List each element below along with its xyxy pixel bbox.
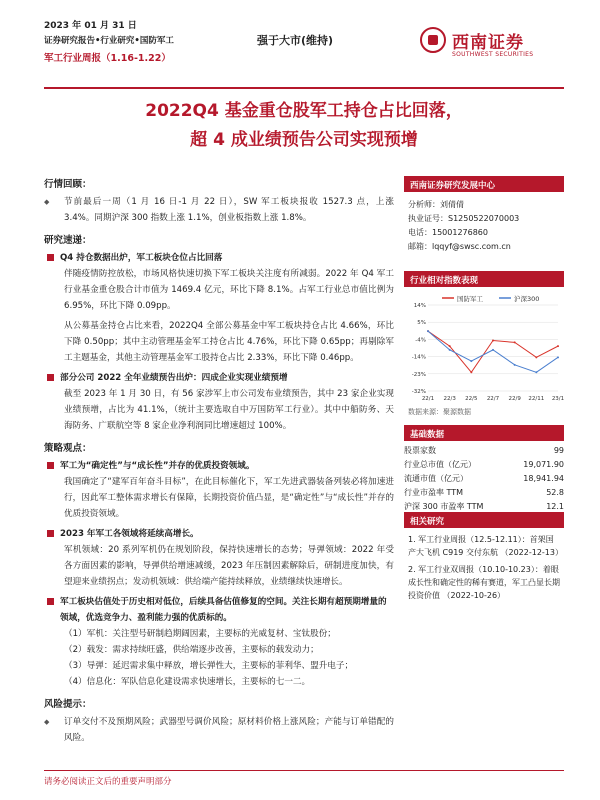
- q4-paragraph-1: 伴随疫情防控放松，市场风格快速切换下军工板块关注度有所减弱。2022 年 Q4 军工行业基金重仓股合计市值为 1469.4 亿元，环比下降 8.1%。占军工行业总市值比例为 6.95%，环比下降 0.09pp。: [64, 269, 394, 311]
- base-data-key: 行业市盈率 TTM: [404, 488, 464, 497]
- team-heading: 西南证券研究发展中心: [404, 176, 564, 192]
- base-heading: 基础数据: [404, 425, 564, 441]
- strategy-1-heading: 军工为“确定性”与“成长性”并存的优质投资领域。: [44, 458, 394, 474]
- base-data-value: 12.1: [546, 502, 564, 511]
- base-data-key: 行业总市值（亿元）: [404, 460, 476, 469]
- related-panel: [404, 512, 564, 602]
- forecast-heading: 部分公司 2022 全年业绩预告出炉：四成企业实现业绩预增: [44, 370, 394, 386]
- x-tick-label: 22/9: [508, 396, 521, 402]
- related-item[interactable]: 1. 军工行业周报（12.5-12.11）：首架国产大飞机 C919 交付东航 （2022-12-13）: [408, 535, 563, 557]
- base-data-key: 沪深 300 市盈率 TTM: [404, 502, 484, 511]
- data-point: [449, 345, 451, 347]
- data-point: [470, 360, 472, 362]
- main-content: [44, 176, 394, 746]
- company-logo: [420, 24, 560, 70]
- y-tick-label: 5%: [417, 320, 426, 327]
- report-week: 军工行业周报（1.16-1.22）: [44, 53, 171, 64]
- base-data-key: 股票家数: [404, 446, 436, 455]
- x-axis: [422, 396, 564, 402]
- x-tick-label: 22/11: [528, 396, 545, 402]
- data-point: [514, 364, 516, 366]
- base-data-value: 99: [553, 446, 564, 455]
- q4-paragraph-2: 从公募基金持仓占比来看，2022Q4 全部公募基金中军工板块持仓占比 4.66%，环比下降 0.50pp；其中主动管理基金军工持仓占比 4.76%，环比下降 0.65pp；再剔除军工主题基金，其他主动管理基金军工股持仓占比 2.33%，环比下降 0.46pp。: [64, 321, 394, 363]
- review-text: ◆ 节前最后一周（1 月 16 日-1 月 22 日），SW 军工板块报收 1527.3 点，上涨 3.4%。同期沪深 300 指数上涨 1.1%，创业板指数上涨 1.8%。: [44, 194, 394, 226]
- rating: 强于大市(维持): [257, 34, 334, 47]
- data-point: [535, 371, 537, 373]
- related-item[interactable]: 2. 军工行业双周报（10.10-10.23）：着眼成长性和确定性的稀有赛道，军工凸显长期投资价值 （2022-10-26）: [408, 565, 560, 600]
- x-tick-label: 22/1: [421, 396, 435, 402]
- series-group: [427, 330, 559, 373]
- forecast-text: 截至 2023 年 1 月 30 日，有 56 家涉军上市公司发布业绩预告，其中 23 家企业实现业绩预增，占比为 41.1%，（统计主要选取自中万国防军工行业）。其中中船防务、天海防务、广联航空等 8 家企业净利润同比增速超过 100%。: [64, 389, 394, 431]
- base-data-panel: [404, 425, 564, 514]
- strategy-heading: 策略观点：: [44, 443, 92, 454]
- y-axis: [412, 303, 558, 395]
- strategy-2-heading: 2023 年军工各领域将延续高增长。: [44, 526, 394, 542]
- y-tick-label: -23%: [411, 371, 426, 378]
- legend-label-defense: 国防军工: [457, 295, 483, 303]
- logo-text-en: SOUTHWEST SECURITIES: [452, 51, 534, 58]
- x-tick-label: 22/3: [443, 396, 456, 402]
- data-point: [427, 330, 429, 332]
- analyst-phone: 电话：15001276860: [408, 228, 488, 237]
- data-point: [535, 356, 537, 358]
- legend-label-hs300: 沪深300: [514, 295, 540, 303]
- data-source: 数据来源：聚源数据: [408, 408, 471, 416]
- data-point: [492, 340, 494, 342]
- y-tick-label: -4%: [415, 337, 426, 344]
- performance-chart: [404, 289, 564, 407]
- y-tick-label: -14%: [411, 354, 426, 361]
- risk-text: ◆ 订单交付不及预期风险；武器型号调价风险；原材料价格上涨风险；产能与订单错配的风险。: [44, 714, 394, 746]
- analyst-name: 分析师：刘倩倩: [408, 200, 464, 209]
- logo-text-cn: 西南证券: [452, 33, 524, 53]
- performance-panel: [404, 271, 564, 417]
- base-data-row: [404, 444, 564, 458]
- stock-item: （3）导弹：延迟需求集中释放，增长弹性大，主要标的菲利华、盟升电子；: [64, 661, 354, 671]
- data-point: [449, 349, 451, 351]
- report-date: 2023 年 01 月 31 日: [44, 21, 137, 31]
- footer-note: 请务必阅读正文后的重要声明部分: [44, 770, 564, 787]
- stock-item: （1）军机：关注型号研制趋期阔因素，主要标的光威复材、宝钛股份；: [64, 629, 336, 639]
- series-line-1: [428, 331, 558, 372]
- y-tick-label: 14%: [413, 303, 426, 309]
- base-data-row: [404, 486, 564, 500]
- perf-heading: 行业相对指数表现: [404, 271, 564, 287]
- q4-heading: Q4 持仓数据出炉，军工板块仓位占比回落: [44, 250, 394, 266]
- base-data-table: [404, 444, 564, 514]
- strategy-1-text: 我国确定了“建军百年奋斗目标”，在此目标催化下，军工先进武器装备列装必将加速进行，因此军工整体需求增长有保障，长期投资价值凸显，是“确定性”与“成长性”并存的优质投资领域。: [64, 477, 394, 519]
- x-tick-label: 23/1: [551, 396, 564, 402]
- title-line-2: 超 4 成业绩预告公司实现预增: [190, 130, 418, 150]
- related-heading: 相关研究: [404, 512, 564, 528]
- data-point: [557, 345, 559, 347]
- logo-mark-icon: [420, 27, 446, 53]
- chart-legend: [442, 294, 539, 303]
- base-data-row: [404, 458, 564, 472]
- data-point: [557, 356, 559, 358]
- stock-item: （2）载发：需求持续旺盛，供给端逐步改善，主要标的载发动力；: [64, 645, 319, 655]
- base-data-key: 流通市值（亿元）: [404, 474, 468, 483]
- strategy-2-text: 军机领域：20 系列军机仍在规划阶段，保持快速增长的态势；导弹领域：2022 年受各方面因素的影响，导弹供给增速减缓，2023 年压制因素解除后，研制进度加快，有望迎来业绩拐点；发动机领域：供给端产能持续释放，业绩继续快速增长。: [64, 545, 394, 587]
- data-point: [470, 371, 472, 373]
- base-data-value: 18,941.94: [523, 474, 564, 483]
- analyst-license: 执业证号：S1250522070003: [408, 214, 520, 223]
- strategy-3-heading: 军工板块估值处于历史相对低位，后续具备估值修复的空间。关注长期有超预期增量的领域，优选竞争力、盈利能力强的优质标的。: [44, 594, 394, 626]
- research-heading: 研究速递：: [44, 235, 92, 246]
- review-heading: 行情回顾：: [44, 179, 92, 190]
- title-line-1: 2022Q4 基金重仓股军工持仓占比回落，: [145, 101, 463, 121]
- base-data-value: 19,071.90: [523, 460, 564, 469]
- x-tick-label: 22/7: [486, 396, 500, 402]
- data-point: [492, 349, 494, 351]
- analyst-panel: [404, 176, 564, 254]
- base-data-value: 52.8: [546, 488, 564, 497]
- base-data-row: [404, 472, 564, 486]
- series-line-0: [428, 331, 558, 372]
- report-category: 证券研究报告•行业研究•国防军工: [44, 36, 174, 46]
- risk-heading: 风险提示：: [44, 699, 92, 710]
- analyst-email[interactable]: 邮箱：lqqyf@swsc.com.cn: [408, 242, 511, 251]
- x-tick-label: 22/5: [465, 396, 478, 402]
- stock-item: （4）信息化：军队信息化建设需求快速增长，主要标的七一二。: [64, 677, 311, 687]
- data-point: [514, 341, 516, 343]
- y-tick-label: -32%: [411, 389, 426, 395]
- header-rule: [44, 87, 564, 89]
